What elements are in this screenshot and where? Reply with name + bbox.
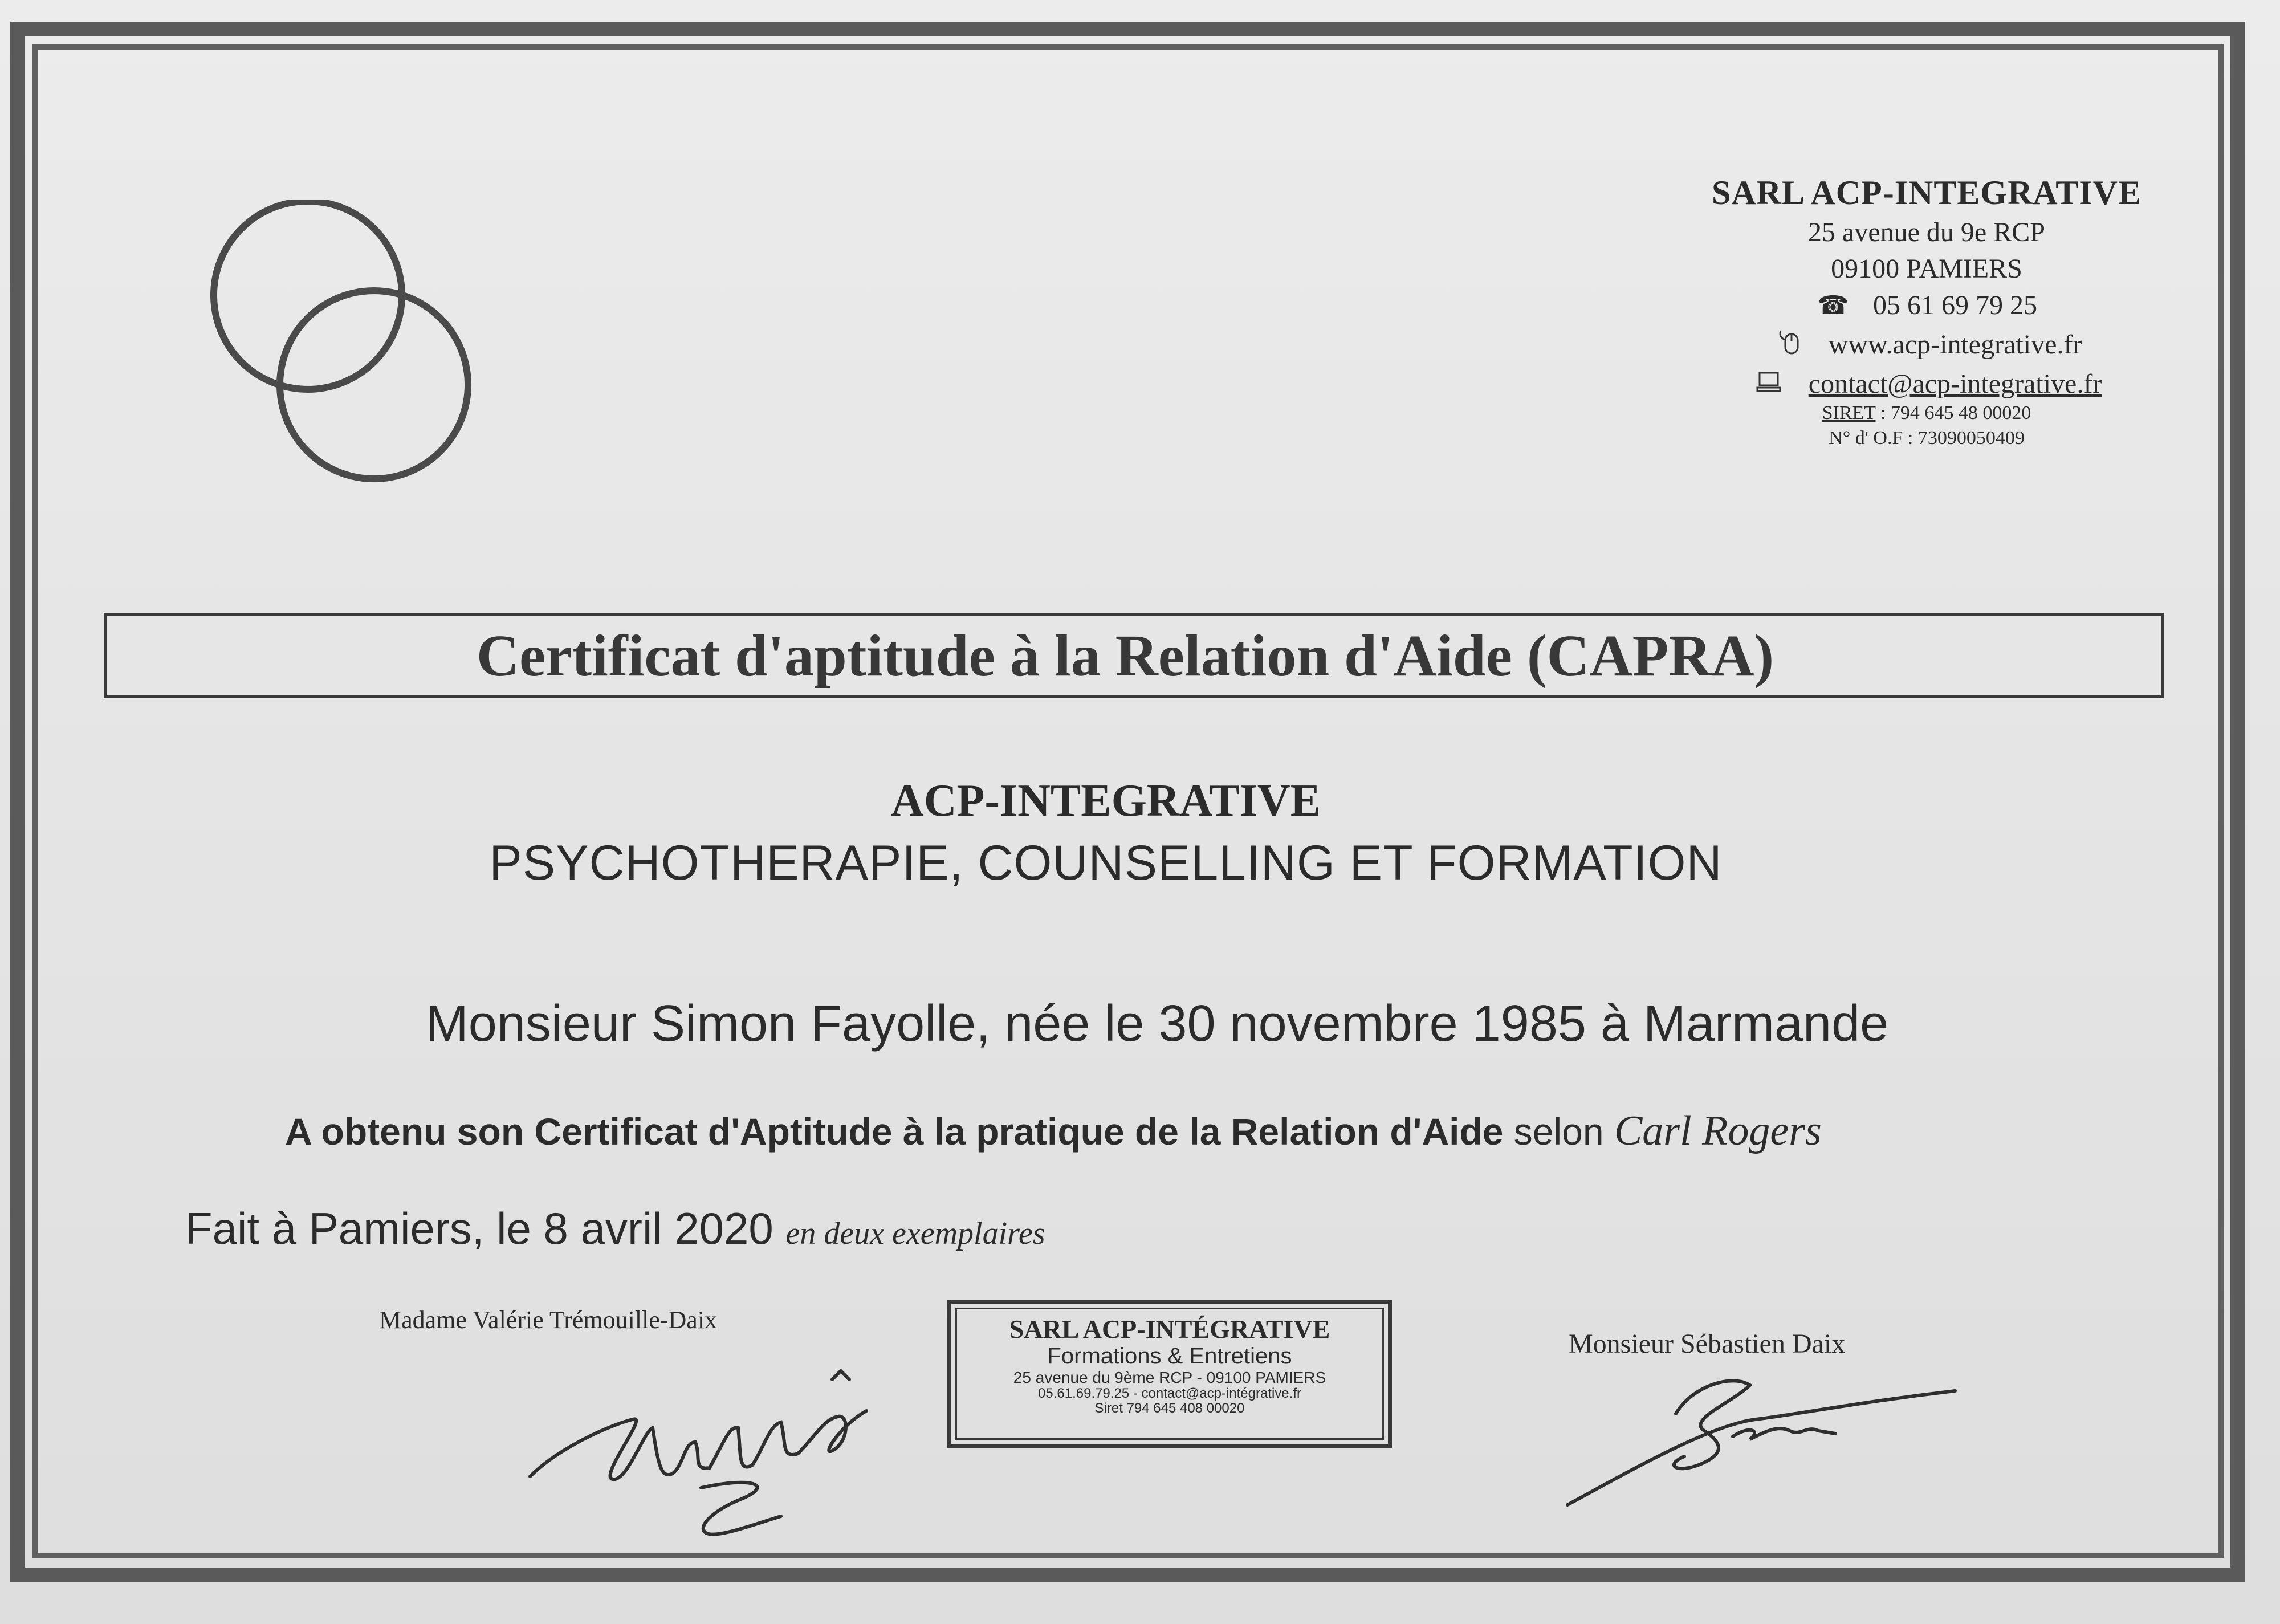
company-contact-block [1687, 176, 2166, 448]
obtained-normal: selon [1503, 1110, 1614, 1153]
computer-icon [1752, 371, 1786, 398]
rings-logo [205, 200, 479, 485]
stamp-line-3: 25 avenue du 9ème RCP - 09100 PAMIERS [1013, 1369, 1326, 1386]
organization-tagline: PSYCHOTHERAPIE, COUNSELLING ET FORMATION [489, 836, 1723, 890]
stamp-line-1: SARL ACP-INTÉGRATIVE [1009, 1314, 1330, 1344]
company-website[interactable]: www.acp-integrative.fr [1828, 329, 2082, 360]
place-date-text: Fait à Pamiers, le 8 avril 2020 [185, 1203, 786, 1253]
company-city: 09100 PAMIERS [1831, 254, 2022, 284]
stamp-line-5: Siret 794 645 408 00020 [1094, 1401, 1245, 1416]
title-box [104, 613, 2164, 698]
email-row [1687, 371, 2166, 398]
company-address: 25 avenue du 9e RCP [1808, 217, 2045, 247]
right-signature [1562, 1368, 1961, 1516]
mouse-icon [1772, 328, 1806, 361]
copies-text: en deux exemplaires [785, 1216, 1045, 1251]
stamp-line-4: 05.61.69.79.25 - contact@acp-intégrative.fr [1038, 1386, 1301, 1401]
stamp-line-2: Formations & Entretiens [1047, 1344, 1292, 1369]
siret-value: : 794 645 48 00020 [1875, 402, 2031, 424]
company-stamp [947, 1300, 1392, 1448]
company-email[interactable]: contact@acp-integrative.fr [1808, 369, 2102, 399]
company-phone: 05 61 69 79 25 [1873, 290, 2037, 320]
website-row [1687, 328, 2166, 361]
certificate-title: Certificat d'aptitude à la Relation d'Aide (CAPRA) [476, 622, 1774, 689]
left-signatory-name: Madame Valérie Trémouille-Daix [379, 1306, 718, 1334]
obtained-italic: Carl Rogers [1614, 1108, 1822, 1154]
company-name: SARL ACP-INTEGRATIVE [1711, 174, 2142, 211]
siret-label: SIRET [1822, 402, 1876, 424]
organization-name: ACP-INTEGRATIVE [890, 776, 1321, 826]
siret [1687, 404, 2166, 423]
stamp-inner-frame [955, 1308, 1384, 1440]
obtained-bold: A obtenu son Certificat d'Aptitude à la pratique de la Relation d'Aide [285, 1110, 1504, 1153]
place-date [185, 1203, 1045, 1255]
left-signature [513, 1357, 912, 1539]
obtained-statement [285, 1107, 1822, 1155]
of-number: N° d' O.F : 73090050409 [1829, 428, 2025, 449]
right-signatory-name: Monsieur Sébastien Daix [1569, 1329, 1846, 1359]
phone-row [1687, 292, 2166, 319]
phone-icon: ☎ [1817, 291, 1849, 319]
recipient-line: Monsieur Simon Fayolle, née le 30 novembre 1985 à Marmande [425, 995, 1889, 1052]
